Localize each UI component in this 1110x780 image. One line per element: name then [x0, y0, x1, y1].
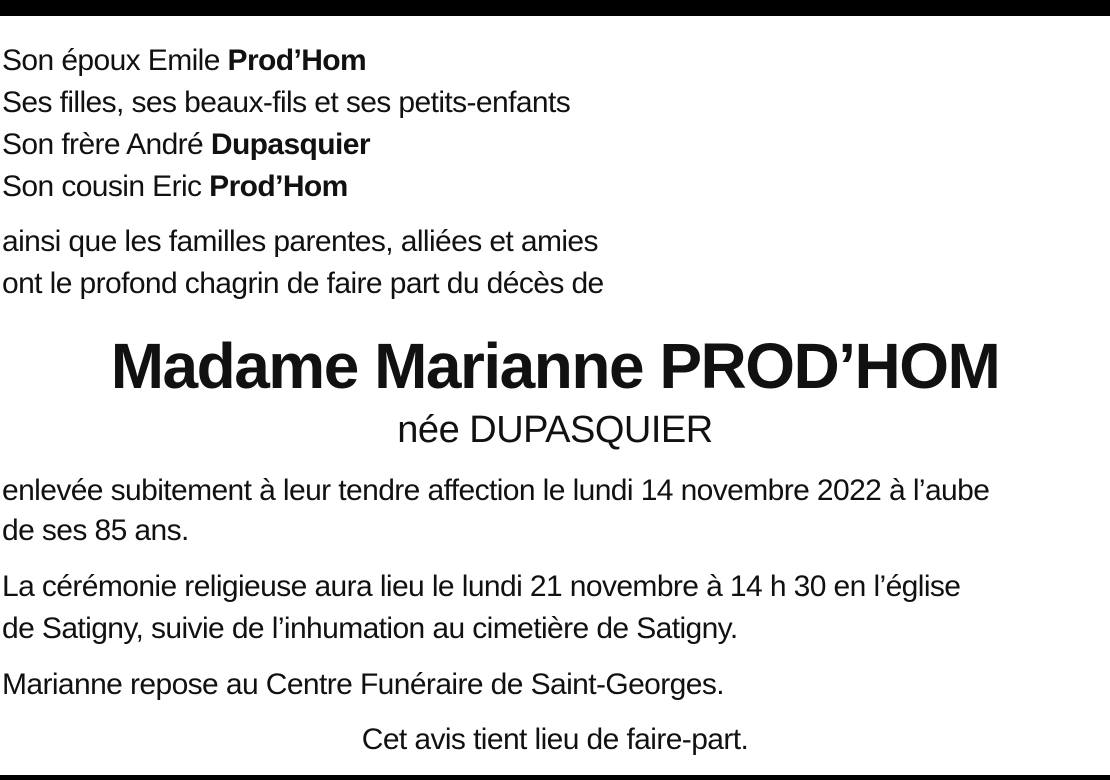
death-line-2: de ses 85 ans.: [2, 514, 189, 547]
closing-line: Cet avis tient lieu de faire-part.: [361, 723, 749, 756]
deceased-maiden-name: née DUPASQUIER: [397, 409, 713, 451]
family-line-husband-prefix: Son époux Emile: [2, 44, 228, 77]
family-line-children: Ses filles, ses beaux-fils et ses petits-enfants: [2, 86, 571, 119]
family-line-cousin-prefix: Son cousin Eric: [2, 170, 210, 203]
top-border-rule: [0, 0, 1110, 16]
repose-line: Marianne repose au Centre Funéraire de Saint-Georges.: [2, 668, 724, 701]
family-line-cousin: [2, 169, 348, 205]
family-line-brother-surname: Dupasquier: [210, 128, 370, 161]
deceased-name: Madame Marianne PROD’HOM: [110, 330, 1000, 402]
family-line-brother: [2, 127, 370, 163]
intro-line-2: ont le profond chagrin de faire part du décès de: [2, 267, 604, 300]
ceremony-line-2: de Satigny, suivie de l’inhumation au cimetière de Satigny.: [2, 612, 738, 645]
family-line-cousin-surname: Prod’Hom: [209, 170, 348, 203]
family-line-husband-surname: Prod’Hom: [227, 44, 367, 77]
bottom-border-rule: [0, 775, 1110, 780]
family-line-brother-prefix: Son frère André: [2, 128, 211, 161]
ceremony-line-1: La cérémonie religieuse aura lieu le lundi 21 novembre à 14 h 30 en l’église: [2, 570, 961, 603]
intro-line-1: ainsi que les familles parentes, alliées et amies: [2, 225, 598, 258]
family-line-husband: [2, 43, 366, 79]
death-line-1: enlevée subitement à leur tendre affection le lundi 14 novembre 2022 à l’aube: [2, 474, 990, 507]
